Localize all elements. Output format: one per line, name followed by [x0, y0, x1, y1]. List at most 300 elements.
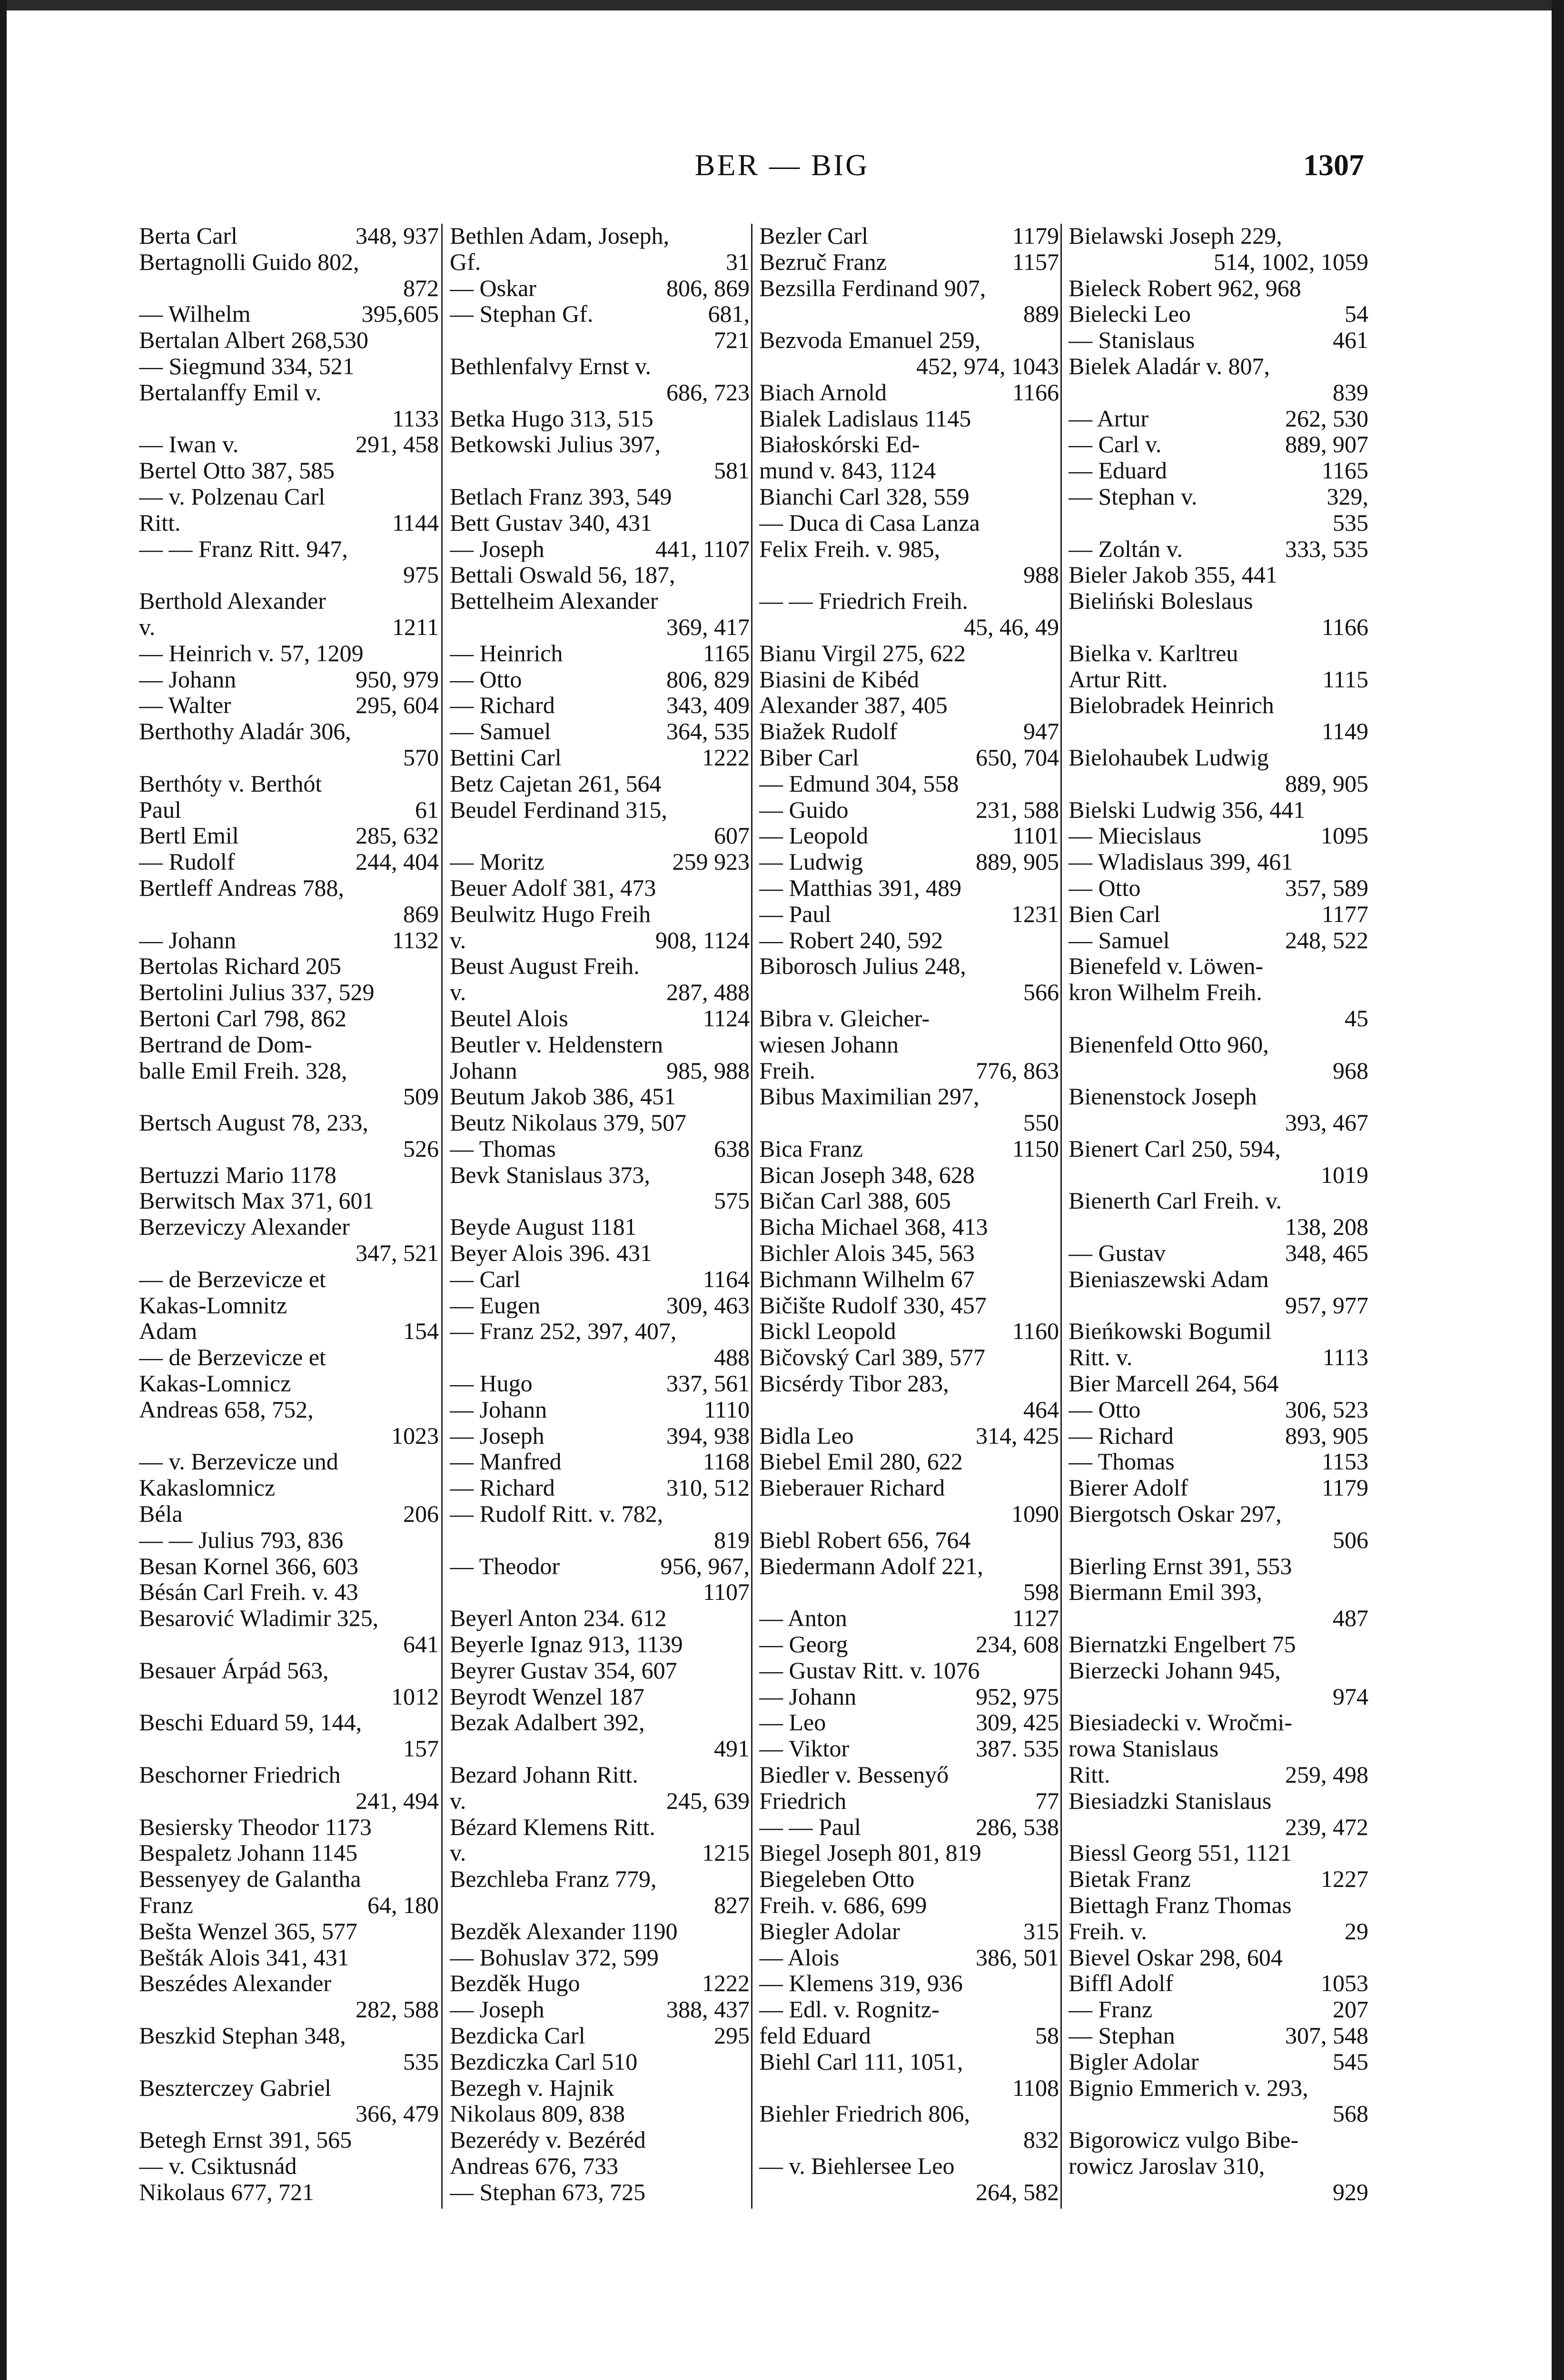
index-entry-line: Besiersky Theodor 1173 [139, 1814, 372, 1840]
index-entry-line: Biesiadzki Stanislaus [1069, 1787, 1272, 1814]
index-entry-line: — Matthias 391, 489 [759, 874, 961, 901]
index-entry-line: 535 [403, 2048, 439, 2075]
index-entry-line: Besarović Wladimir 325, [139, 1605, 379, 1632]
index-entry-line: Beszédes Alexander [139, 1970, 332, 1997]
index-entry-line: Biernatzki Engelbert 75 [1069, 1631, 1296, 1657]
scan-edge-top [0, 0, 1564, 10]
index-entry-line: Andreas 658, 752, [139, 1396, 314, 1423]
index-entry-line: — Duca di Casa Lanza [759, 509, 980, 536]
index-entry-line: Bicsérdy Tibor 283, [759, 1370, 949, 1397]
index-entry-line: Beust August Freih. [450, 953, 640, 980]
index-entry-line: Bianu Virgil 275, 622 [759, 640, 966, 666]
index-entry-line: — Wilhelm 395,605 [139, 301, 439, 327]
index-entry-line: Bieler Jakob 355, 441 [1069, 562, 1277, 588]
index-entry-line: Beszkid Stephan 348, [139, 2022, 346, 2049]
index-entry-line: Biegeleben Otto [759, 1866, 915, 1892]
column-rule [1060, 224, 1062, 2209]
index-entry-line: Beyde August 1181 [450, 1214, 637, 1240]
index-entry-line: Alexander 387, 405 [759, 692, 948, 719]
index-entry-line: v. 287, 488 [450, 979, 750, 1005]
index-entry-line: Bezchleba Franz 779, [450, 1866, 657, 1892]
index-entry-line: 1133 [392, 405, 439, 432]
index-entry-line: Beuer Adolf 381, 473 [450, 874, 656, 901]
index-entry-line: Felix Freih. v. 985, [759, 536, 940, 562]
index-entry-line: — Heinrich 1165 [450, 640, 750, 666]
index-entry-line: Biborosch Julius 248, [759, 953, 966, 980]
index-entry-line: Bertrand de Dom- [139, 1031, 312, 1058]
index-entry-line: — Richard 310, 512 [450, 1475, 750, 1501]
index-entry-line: 889, 905 [1285, 770, 1368, 797]
index-entry-line: Bianchi Carl 328, 559 [759, 483, 970, 510]
index-entry-line: — Iwan v. 291, 458 [139, 431, 439, 458]
index-entry-line: Beutz Nikolaus 379, 507 [450, 1110, 687, 1136]
index-entry-line: Ritt. v. 1113 [1069, 1344, 1368, 1371]
index-entry-line: — Franz 252, 397, 407, [450, 1318, 677, 1345]
index-entry-line: — Paul 1231 [759, 901, 1059, 927]
index-entry-line: Bezak Adalbert 392, [450, 1709, 645, 1736]
index-entry-line: — — Friedrich Freih. [759, 588, 968, 614]
index-entry-line: Paul 61 [139, 796, 439, 823]
index-entry-line: Bezdiczka Carl 510 [450, 2048, 638, 2075]
index-entry-line: — Bohuslav 372, 599 [450, 1944, 659, 1971]
index-entry-line: 491 [714, 1735, 750, 1762]
index-column-4 [1069, 223, 1368, 2205]
index-entry-line: Bezler Carl 1179 [759, 223, 1059, 249]
index-entry-line: Bierer Adolf 1179 [1069, 1475, 1368, 1501]
index-entry-line: Bibus Maximilian 297, [759, 1083, 980, 1110]
index-entry-line: Bier Marcell 264, 564 [1069, 1370, 1279, 1397]
index-entry-line: Bertalanffy Emil v. [139, 379, 322, 406]
index-entry-line: — Stephan Gf. 681, [450, 301, 750, 327]
index-entry-line: Bezděk Hugo 1222 [450, 1970, 750, 1997]
index-entry-line: Betkowski Julius 397, [450, 431, 661, 458]
index-entry-line: v. 1211 [139, 614, 439, 640]
index-entry-line: 566 [1023, 979, 1059, 1005]
index-entry-line: 581 [714, 457, 750, 484]
index-entry-line: — — Paul 286, 538 [759, 1814, 1059, 1840]
index-entry-line: 839 [1333, 379, 1368, 406]
index-entry-line: 239, 472 [1285, 1814, 1368, 1840]
index-entry-line: Betka Hugo 313, 515 [450, 405, 653, 432]
index-entry-line: Besauer Árpád 563, [139, 1657, 329, 1684]
index-entry-line: Bignio Emmerich v. 293, [1069, 2074, 1308, 2101]
column-rule [751, 224, 752, 2209]
index-entry-line: 393, 467 [1285, 1110, 1368, 1136]
index-entry-line: — Georg 234, 608 [759, 1631, 1059, 1657]
index-entry-line: — Edmund 304, 558 [759, 770, 959, 797]
index-entry-line: — Anton 1127 [759, 1605, 1059, 1632]
index-entry-line: Biesiadecki v. Wročmi- [1069, 1709, 1293, 1736]
index-entry-line: 575 [714, 1188, 750, 1214]
index-entry-line: Bertoni Carl 798, 862 [139, 1005, 347, 1031]
index-entry-line: Bettini Carl 1222 [450, 744, 750, 771]
index-entry-line: Bican Joseph 348, 628 [759, 1161, 975, 1188]
index-entry-line: — Carl 1164 [450, 1266, 750, 1292]
index-entry-line: Biedler v. Bessenyő [759, 1762, 949, 1788]
index-entry-line: Beutel Alois 1124 [450, 1005, 750, 1031]
index-entry-line: kron Wilhelm Freih. [1069, 979, 1262, 1005]
index-entry-line: Berthold Alexander [139, 588, 326, 614]
index-entry-line: Kakas-Lomnitz [139, 1292, 287, 1319]
index-entry-line: 157 [403, 1735, 439, 1762]
index-entry-line: Bertleff Andreas 788, [139, 874, 344, 901]
index-entry-line: 1149 [1321, 718, 1368, 744]
index-entry-line: — Thomas 1153 [1069, 1448, 1368, 1475]
index-entry-line: 264, 582 [976, 2179, 1059, 2205]
index-entry-line: Biegel Joseph 801, 819 [759, 1840, 981, 1866]
index-entry-line: Kakaslomnicz [139, 1475, 276, 1501]
index-entry-line: — Stephan 307, 548 [1069, 2022, 1368, 2049]
index-entry-line: — Oskar 806, 869 [450, 275, 750, 301]
index-entry-line: Bielohaubek Ludwig [1069, 744, 1269, 771]
index-entry-line: Berzeviczy Alexander [139, 1214, 350, 1240]
index-entry-line: — Moritz 259 923 [450, 849, 750, 875]
index-entry-line: Bézard Klemens Ritt. [450, 1814, 655, 1840]
index-entry-line: rowa Stanislaus [1069, 1735, 1219, 1762]
index-entry-line: 369, 417 [666, 614, 750, 640]
index-entry-line: 347, 521 [356, 1240, 439, 1266]
index-entry-line: Bethlen Adam, Joseph, [450, 223, 670, 249]
index-entry-line: — Thomas 638 [450, 1135, 750, 1162]
index-entry-line: wiesen Johann [759, 1031, 899, 1058]
index-entry-line: Bethlenfalvy Ernst v. [450, 353, 652, 379]
index-entry-line: Bienefeld v. Löwen- [1069, 953, 1264, 980]
index-entry-line: — de Berzevicze et [139, 1266, 326, 1292]
index-entry-line: Bezerédy v. Bezéréd [450, 2127, 646, 2153]
index-entry-line: feld Eduard 58 [759, 2022, 1059, 2049]
index-entry-line: Bielawski Joseph 229, [1069, 223, 1282, 249]
index-entry-line: Bidla Leo 314, 425 [759, 1422, 1059, 1449]
index-entry-line: 526 [403, 1135, 439, 1162]
index-entry-line: 568 [1333, 2101, 1368, 2127]
index-entry-line: — Miecislaus 1095 [1069, 823, 1368, 849]
index-entry-line: Bezvoda Emanuel 259, [759, 327, 981, 353]
index-entry-line: Bespaletz Johann 1145 [139, 1840, 358, 1866]
index-entry-line: 607 [714, 823, 750, 849]
index-entry-line: — — Franz Ritt. 947, [139, 536, 348, 562]
index-entry-line: Bienert Carl 250, 594, [1069, 1135, 1281, 1162]
index-entry-line: Beutum Jakob 386, 451 [450, 1083, 676, 1110]
index-entry-line: — Siegmund 334, 521 [139, 353, 355, 379]
index-entry-line: 1012 [391, 1683, 439, 1710]
index-entry-line: 45, 46, 49 [964, 614, 1059, 640]
index-entry-line: Bešták Alois 341, 431 [139, 1944, 349, 1971]
index-entry-line: — v. Csiktusnád [139, 2152, 297, 2179]
index-entry-line: — Alois 386, 501 [759, 1944, 1059, 1971]
index-entry-line: 975 [403, 562, 439, 588]
index-entry-line: Bezard Johann Ritt. [450, 1762, 638, 1788]
index-entry-line: — Samuel 248, 522 [1069, 927, 1368, 953]
index-entry-line: mund v. 843, 1124 [759, 457, 936, 484]
index-entry-line: 1107 [703, 1579, 750, 1606]
scan-edge-left [0, 0, 7, 2380]
index-entry-line: — Viktor 387. 535 [759, 1735, 1059, 1762]
index-entry-line: Freih. v. 29 [1069, 1918, 1368, 1944]
index-entry-line: — Otto 806, 829 [450, 666, 750, 693]
index-entry-line: 832 [1023, 2127, 1059, 2153]
index-entry-line: 570 [403, 744, 439, 771]
index-entry-line: — Johann 950, 979 [139, 666, 439, 693]
index-entry-line: 464 [1023, 1396, 1059, 1423]
index-entry-line: Béla 206 [139, 1501, 439, 1527]
index-entry-line: — Rudolf Ritt. v. 782, [450, 1501, 663, 1527]
index-entry-line: Biedermann Adolf 221, [759, 1553, 983, 1579]
index-entry-line: — Eugen 309, 463 [450, 1292, 750, 1319]
index-entry-line: — Stephan 673, 725 [450, 2179, 646, 2205]
index-entry-line: Bessenyey de Galantha [139, 1866, 361, 1892]
index-entry-line: Besan Kornel 366, 603 [139, 1553, 359, 1579]
index-entry-line: 1090 [1011, 1501, 1059, 1527]
index-entry-line: 487 [1333, 1605, 1368, 1632]
index-entry-line: Beschi Eduard 59, 144, [139, 1709, 362, 1736]
index-entry-line: — Stanislaus 461 [1069, 327, 1368, 353]
index-entry-line: Bibra v. Gleicher- [759, 1005, 930, 1031]
index-entry-line: Bésán Carl Freih. v. 43 [139, 1579, 358, 1606]
index-entry-line: Betlach Franz 393, 549 [450, 483, 672, 510]
index-entry-line: Artur Ritt. 1115 [1069, 666, 1368, 693]
index-entry-line: Bičovský Carl 389, 577 [759, 1344, 985, 1371]
page-number: 1307 [1303, 148, 1364, 182]
index-entry-line: Bešta Wenzel 365, 577 [139, 1918, 357, 1944]
index-entry-line: Bett Gustav 340, 431 [450, 509, 652, 536]
index-entry-line: — v. Berzevicze und [139, 1448, 338, 1475]
column-rule [441, 224, 443, 2209]
index-entry-line: Biffl Adolf 1053 [1069, 1970, 1368, 1997]
index-entry-line: — Heinrich v. 57, 1209 [139, 640, 364, 666]
index-entry-line: — Robert 240, 592 [759, 927, 943, 953]
index-entry-line: Bielecki Leo 54 [1069, 301, 1368, 327]
index-entry-line: Bickl Leopold 1160 [759, 1318, 1059, 1345]
index-entry-line: Adam 154 [139, 1318, 439, 1345]
index-entry-line: — Franz 207 [1069, 1996, 1368, 2023]
index-entry-line: Beyerl Anton 234. 612 [450, 1605, 667, 1632]
index-entry-line: — Leopold 1101 [759, 823, 1059, 849]
index-entry-line: Biermann Emil 393, [1069, 1579, 1262, 1606]
index-column-3 [759, 223, 1059, 2205]
index-entry-line: Beudel Ferdinand 315, [450, 796, 667, 823]
index-entry-line: — Klemens 319, 936 [759, 1970, 963, 1997]
index-entry-line: Berthóty v. Berthót [139, 770, 322, 797]
index-entry-line: Beyrer Gustav 354, 607 [450, 1657, 677, 1684]
index-entry-line: — Richard 893, 905 [1069, 1422, 1368, 1449]
index-entry-line: 1108 [1012, 2074, 1059, 2101]
index-entry-line: Betz Cajetan 261, 564 [450, 770, 662, 797]
index-entry-line: Bertalan Albert 268,530 [139, 327, 368, 353]
index-entry-line: Bienerth Carl Freih. v. [1069, 1188, 1282, 1214]
index-entry-line: — v. Biehlersee Leo [759, 2152, 955, 2179]
index-entry-line: Freih. v. 686, 699 [759, 1892, 927, 1918]
index-entry-line: 869 [403, 901, 439, 927]
index-entry-line: 282, 588 [356, 1996, 439, 2023]
index-entry-line: Kakas-Lomnicz [139, 1370, 291, 1397]
index-entry-line: Biehl Carl 111, 1051, [759, 2048, 963, 2075]
index-entry-line: Biehler Friedrich 806, [759, 2101, 970, 2127]
index-entry-line: — Edl. v. Rognitz- [759, 1996, 940, 2023]
index-entry-line: 488 [714, 1344, 750, 1371]
index-entry-line: — Johann 1110 [450, 1396, 750, 1423]
index-entry-line: 872 [403, 275, 439, 301]
index-entry-line: — Walter 295, 604 [139, 692, 439, 719]
index-entry-line: 506 [1333, 1527, 1368, 1553]
index-entry-line: Bertagnolli Guido 802, [139, 248, 359, 275]
index-entry-line: 721 [714, 327, 750, 353]
index-entry-line: Białoskórski Ed- [759, 431, 920, 458]
index-entry-line: — v. Polzenau Carl [139, 483, 326, 510]
index-entry-line: Bertl Emil 285, 632 [139, 823, 439, 849]
index-entry-line: v. 245, 639 [450, 1787, 750, 1814]
index-entry-line: Biebl Robert 656, 764 [759, 1527, 971, 1553]
index-entry-line: Berthothy Aladár 306, [139, 718, 351, 744]
index-entry-line: Bieniaszewski Adam [1069, 1266, 1269, 1292]
index-entry-line: Bien Carl 1177 [1069, 901, 1368, 927]
index-entry-line: Bezděk Alexander 1190 [450, 1918, 678, 1944]
index-entry-line: Bielka v. Karltreu [1069, 640, 1238, 666]
index-entry-line: 452, 974, 1043 [916, 353, 1059, 379]
index-entry-line: Andreas 676, 733 [450, 2152, 619, 2179]
index-entry-line: Bezsilla Ferdinand 907, [759, 275, 986, 301]
index-entry-line: — Otto 357, 589 [1069, 874, 1368, 901]
index-entry-line: Nikolaus 677, 721 [139, 2179, 315, 2205]
index-entry-line: 535 [1333, 509, 1368, 536]
index-entry-line: Bievel Oskar 298, 604 [1069, 1944, 1283, 1971]
index-entry-line: Bičan Carl 388, 605 [759, 1188, 951, 1214]
index-entry-line: Berwitsch Max 371, 601 [139, 1188, 375, 1214]
index-entry-line: Bielek Aladár v. 807, [1069, 353, 1270, 379]
index-entry-line: — Eduard 1165 [1069, 457, 1368, 484]
index-column-1 [139, 223, 439, 2205]
index-entry-line: — de Berzevicze et [139, 1344, 326, 1371]
index-entry-line: Bienenstock Joseph [1069, 1083, 1257, 1110]
index-entry-line: Franz 64, 180 [139, 1892, 439, 1918]
index-entry-line: Bierzecki Johann 945, [1069, 1657, 1281, 1684]
index-entry-line: Biessl Georg 551, 1121 [1069, 1840, 1292, 1866]
index-entry-line: — — Julius 793, 836 [139, 1527, 344, 1553]
index-entry-line: Bicha Michael 368, 413 [759, 1214, 988, 1240]
index-entry-line: Bieberauer Richard [759, 1475, 945, 1501]
index-entry-line: — Zoltán v. 333, 535 [1069, 536, 1368, 562]
index-entry-line: 366, 479 [356, 2101, 439, 2127]
index-entry-line: — Stephan v. 329, [1069, 483, 1368, 510]
index-entry-line: 1166 [1321, 614, 1368, 640]
index-entry-line: Beszterczey Gabriel [139, 2074, 331, 2101]
index-entry-line: 241, 494 [356, 1787, 439, 1814]
index-entry-line: Bezdicka Carl 295 [450, 2022, 750, 2049]
index-entry-line: Beschorner Friedrich [139, 1762, 341, 1788]
index-entry-line: Berta Carl 348, 937 [139, 223, 439, 249]
index-entry-line: Bertuzzi Mario 1178 [139, 1161, 337, 1188]
index-entry-line: Bieliński Boleslaus [1069, 588, 1253, 614]
index-entry-line: Bertel Otto 387, 585 [139, 457, 335, 484]
index-entry-line: 819 [714, 1527, 750, 1553]
index-entry-line: Beyrodt Wenzel 187 [450, 1683, 644, 1710]
index-entry-line: 45 [1345, 1005, 1368, 1031]
index-entry-line: Biach Arnold 1166 [759, 379, 1059, 406]
index-entry-line: Bezegh v. Hajnik [450, 2074, 614, 2101]
index-entry-line: 509 [403, 1083, 439, 1110]
index-entry-line: 598 [1023, 1579, 1059, 1606]
index-entry-line: Beyer Alois 396. 431 [450, 1240, 652, 1266]
index-entry-line: Friedrich 77 [759, 1787, 1059, 1814]
index-entry-line: Bichler Alois 345, 563 [759, 1240, 975, 1266]
index-entry-line: — Otto 306, 523 [1069, 1396, 1368, 1423]
index-entry-line: — Rudolf 244, 404 [139, 849, 439, 875]
index-entry-line: — Ludwig 889, 905 [759, 849, 1059, 875]
index-entry-line: Beulwitz Hugo Freih [450, 901, 651, 927]
index-entry-line: — Manfred 1168 [450, 1448, 750, 1475]
index-entry-line: — Theodor 956, 967, [450, 1553, 750, 1579]
index-entry-line: Biažek Rudolf 947 [759, 718, 1059, 744]
index-entry-line: Biergotsch Oskar 297, [1069, 1501, 1282, 1527]
index-entry-line: — Samuel 364, 535 [450, 718, 750, 744]
index-entry-line: Bietak Franz 1227 [1069, 1866, 1368, 1892]
index-entry-line: — Artur 262, 530 [1069, 405, 1368, 432]
index-entry-line: Bevk Stanislaus 373, [450, 1161, 650, 1188]
index-entry-line: 686, 723 [666, 379, 750, 406]
index-entry-line: Gf. 31 [450, 248, 750, 275]
index-entry-line: Bezruč Franz 1157 [759, 248, 1059, 275]
index-entry-line: 957, 977 [1285, 1292, 1368, 1319]
index-entry-line: — Hugo 337, 561 [450, 1370, 750, 1397]
index-entry-line: Bieleck Robert 962, 968 [1069, 275, 1301, 301]
index-entry-line: 514, 1002, 1059 [1214, 248, 1368, 275]
index-entry-line: Nikolaus 809, 838 [450, 2101, 625, 2127]
index-column-2 [450, 223, 750, 2205]
index-entry-line: — Richard 343, 409 [450, 692, 750, 719]
index-entry-line: 974 [1333, 1683, 1368, 1710]
index-entry-line: Biettagh Franz Thomas [1069, 1892, 1292, 1918]
index-entry-line: — Gustav 348, 465 [1069, 1240, 1368, 1266]
index-entry-line: balle Emil Freih. 328, [139, 1057, 347, 1084]
index-entry-line: Bialek Ladislaus 1145 [759, 405, 971, 432]
index-entry-line: Biegler Adolar 315 [759, 1918, 1059, 1944]
index-entry-line: — Guido 231, 588 [759, 796, 1059, 823]
index-entry-line: Ritt. 1144 [139, 509, 439, 536]
index-entry-line: Bielski Ludwig 356, 441 [1069, 796, 1306, 823]
index-entry-line: Bettali Oswald 56, 187, [450, 562, 675, 588]
index-entry-line: — Johann 1132 [139, 927, 439, 953]
index-entry-line: Bielobradek Heinrich [1069, 692, 1274, 719]
index-entry-line: Biber Carl 650, 704 [759, 744, 1059, 771]
index-entry-line: Bertolas Richard 205 [139, 953, 341, 980]
index-entry-line: Bichmann Wilhelm 67 [759, 1266, 975, 1292]
index-entry-line: Betegh Ernst 391, 565 [139, 2127, 352, 2153]
index-entry-line: Bigler Adolar 545 [1069, 2048, 1368, 2075]
index-entry-line: v. 1215 [450, 1840, 750, 1866]
index-entry-line: Bienenfeld Otto 960, [1069, 1031, 1269, 1058]
index-entry-line: 988 [1023, 562, 1059, 588]
index-entry-line: — Joseph 394, 938 [450, 1422, 750, 1449]
index-entry-line: Beutler v. Heldenstern [450, 1031, 663, 1058]
scan-edge-right [1552, 0, 1564, 2380]
index-entry-line: Johann 985, 988 [450, 1057, 750, 1084]
index-entry-line: Bertolini Julius 337, 529 [139, 979, 375, 1005]
index-entry-line: Bigorowicz vulgo Bibe- [1069, 2127, 1299, 2153]
index-entry-line: 1023 [391, 1422, 439, 1449]
index-entry-line: rowicz Jaroslav 310, [1069, 2152, 1265, 2179]
index-entry-line: — Joseph 441, 1107 [450, 536, 750, 562]
index-entry-line: 138, 208 [1285, 1214, 1368, 1240]
index-entry-line: — Johann 952, 975 [759, 1683, 1059, 1710]
index-entry-line: — Leo 309, 425 [759, 1709, 1059, 1736]
index-entry-line: 641 [403, 1631, 439, 1657]
index-entry-line: 929 [1333, 2179, 1368, 2205]
index-entry-line: 968 [1333, 1057, 1368, 1084]
index-entry-line: 889 [1023, 301, 1059, 327]
index-entry-line: — Joseph 388, 437 [450, 1996, 750, 2023]
index-entry-line: Beyerle Ignaz 913, 1139 [450, 1631, 683, 1657]
running-head: BER — BIG [694, 148, 870, 182]
index-entry-line: v. 908, 1124 [450, 927, 750, 953]
